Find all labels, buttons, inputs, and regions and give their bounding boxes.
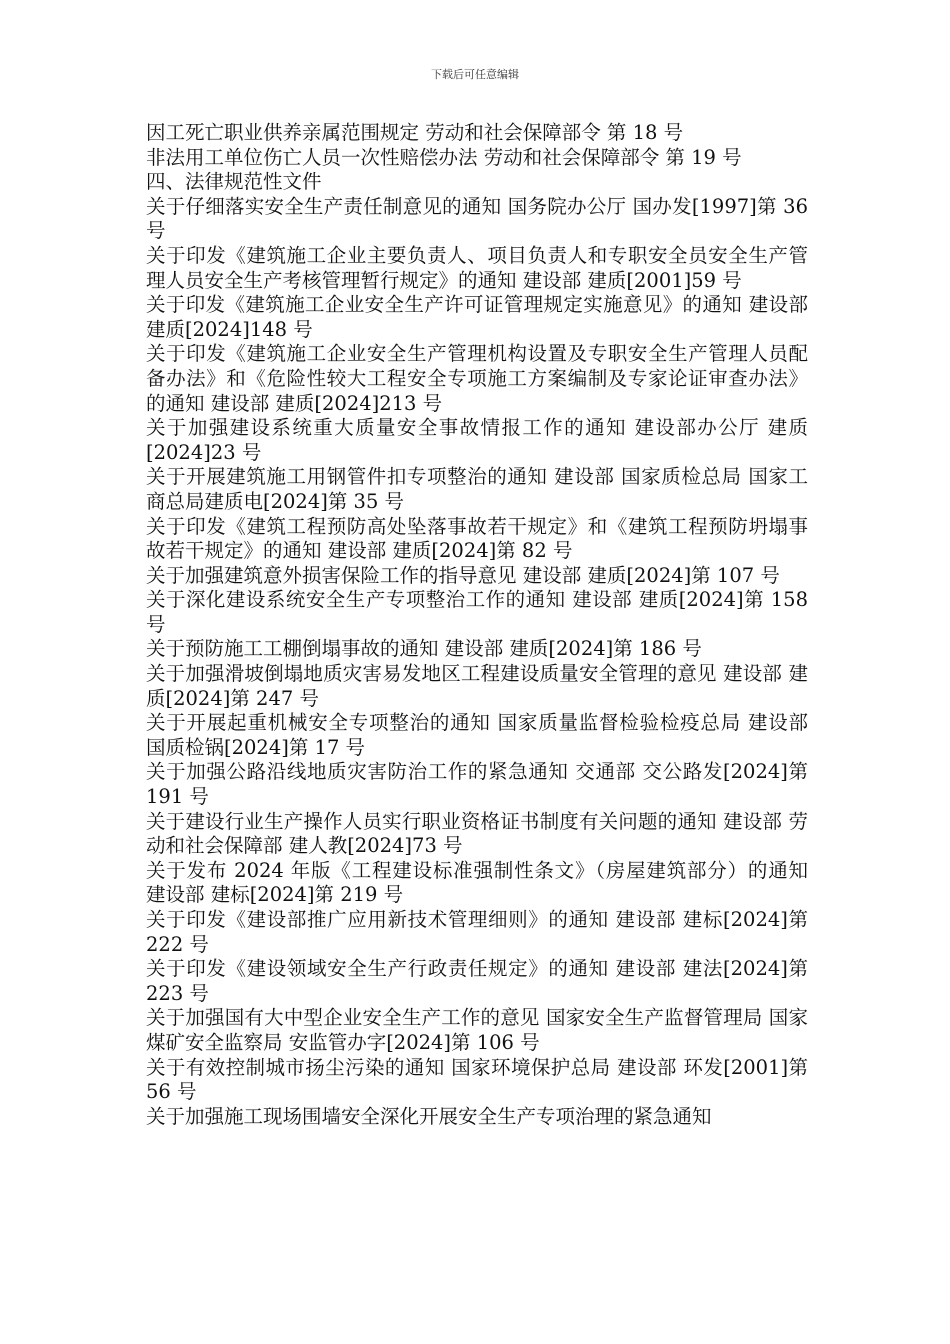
document-entry: 关于有效控制城市扬尘污染的通知 国家环境保护总局 建设部 环发[2001]第 56 号 bbox=[146, 1055, 808, 1104]
document-entry: 因工死亡职业供养亲属范围规定 劳动和社会保障部令 第 18 号 bbox=[146, 121, 684, 144]
document-entry: 非法用工单位伤亡人员一次性赔偿办法 劳动和社会保障部令 第 19 号 bbox=[146, 145, 742, 169]
document-entry: 关于印发《建筑施工企业安全生产管理机构设置及专职安全生产管理人员配备办法》和《危险性较大工程安全专项施工方案编制及专家论证审查办法》的通知 建设部 建质[2024]213 号 bbox=[146, 342, 808, 415]
document-entry: 关于发布 2024 年版《工程建设标准强制性条文》（房屋建筑部分）的通知 建设部 建标[2024]第 219 号 bbox=[146, 858, 808, 907]
document-entry: 关于印发《建设领域安全生产行政责任规定》的通知 建设部 建法[2024]第 223 号 bbox=[146, 957, 808, 1005]
document-body bbox=[146, 121, 808, 1129]
document-entry: 关于加强施工现场围墙安全深化开展安全生产专项治理的紧急通知 bbox=[146, 1104, 712, 1128]
page-header: 下载后可任意编辑 bbox=[431, 68, 519, 81]
document-entry: 关于印发《建筑工程预防高处坠落事故若干规定》和《建筑工程预防坍塌事故若干规定》的通知 建设部 建质[2024]第 82 号 bbox=[146, 514, 808, 563]
document-entry: 关于加强滑坡倒塌地质灾害易发地区工程建设质量安全管理的意见 建设部 建质[2024]第 247 号 bbox=[146, 662, 808, 710]
document-entry: 关于印发《建筑施工企业安全生产许可证管理规定实施意见》的通知 建设部 建质[2024]148 号 bbox=[146, 293, 808, 341]
document-entry: 关于加强建筑意外损害保险工作的指导意见 建设部 建质[2024]第 107 号 bbox=[146, 563, 780, 587]
document-entry: 关于加强国有大中型企业安全生产工作的意见 国家安全生产监督管理局 国家煤矿安全监察局 安监管办字[2024]第 106 号 bbox=[146, 1006, 808, 1054]
document-entry: 关于建设行业生产操作人员实行职业资格证书制度有关问题的通知 建设部 劳动和社会保障部 建人教[2024]73 号 bbox=[146, 809, 808, 858]
document-entry: 关于加强公路沿线地质灾害防治工作的紧急通知 交通部 交公路发[2024]第 191 号 bbox=[146, 760, 808, 809]
document-entry: 关于开展建筑施工用钢管件扣专项整治的通知 建设部 国家质检总局 国家工商总局建质电[2024]第 35 号 bbox=[146, 465, 808, 513]
document-entry: 关于预防施工工棚倒塌事故的通知 建设部 建质[2024]第 186 号 bbox=[146, 637, 702, 661]
document-entry: 关于开展起重机械安全专项整治的通知 国家质量监督检验检疫总局 建设部 国质检锅[2024]第 17 号 bbox=[146, 711, 808, 759]
document-entry: 关于印发《建设部推广应用新技术管理细则》的通知 建设部 建标[2024]第 222 号 bbox=[146, 908, 808, 956]
document-entry: 关于印发《建筑施工企业主要负责人、项目负责人和专职安全员安全生产管理人员安全生产考核管理暂行规定》的通知 建设部 建质[2001]59 号 bbox=[146, 243, 808, 292]
section-heading: 四、法律规范性文件 bbox=[146, 170, 322, 194]
document-entry: 关于仔细落实安全生产责任制意见的通知 国务院办公厅 国办发[1997]第 36 号 bbox=[146, 194, 808, 243]
document-entry: 关于深化建设系统安全生产专项整治工作的通知 建设部 建质[2024]第 158 号 bbox=[146, 588, 808, 636]
document-entry: 关于加强建设系统重大质量安全事故情报工作的通知 建设部办公厅 建质[2024]23 号 bbox=[146, 416, 808, 464]
